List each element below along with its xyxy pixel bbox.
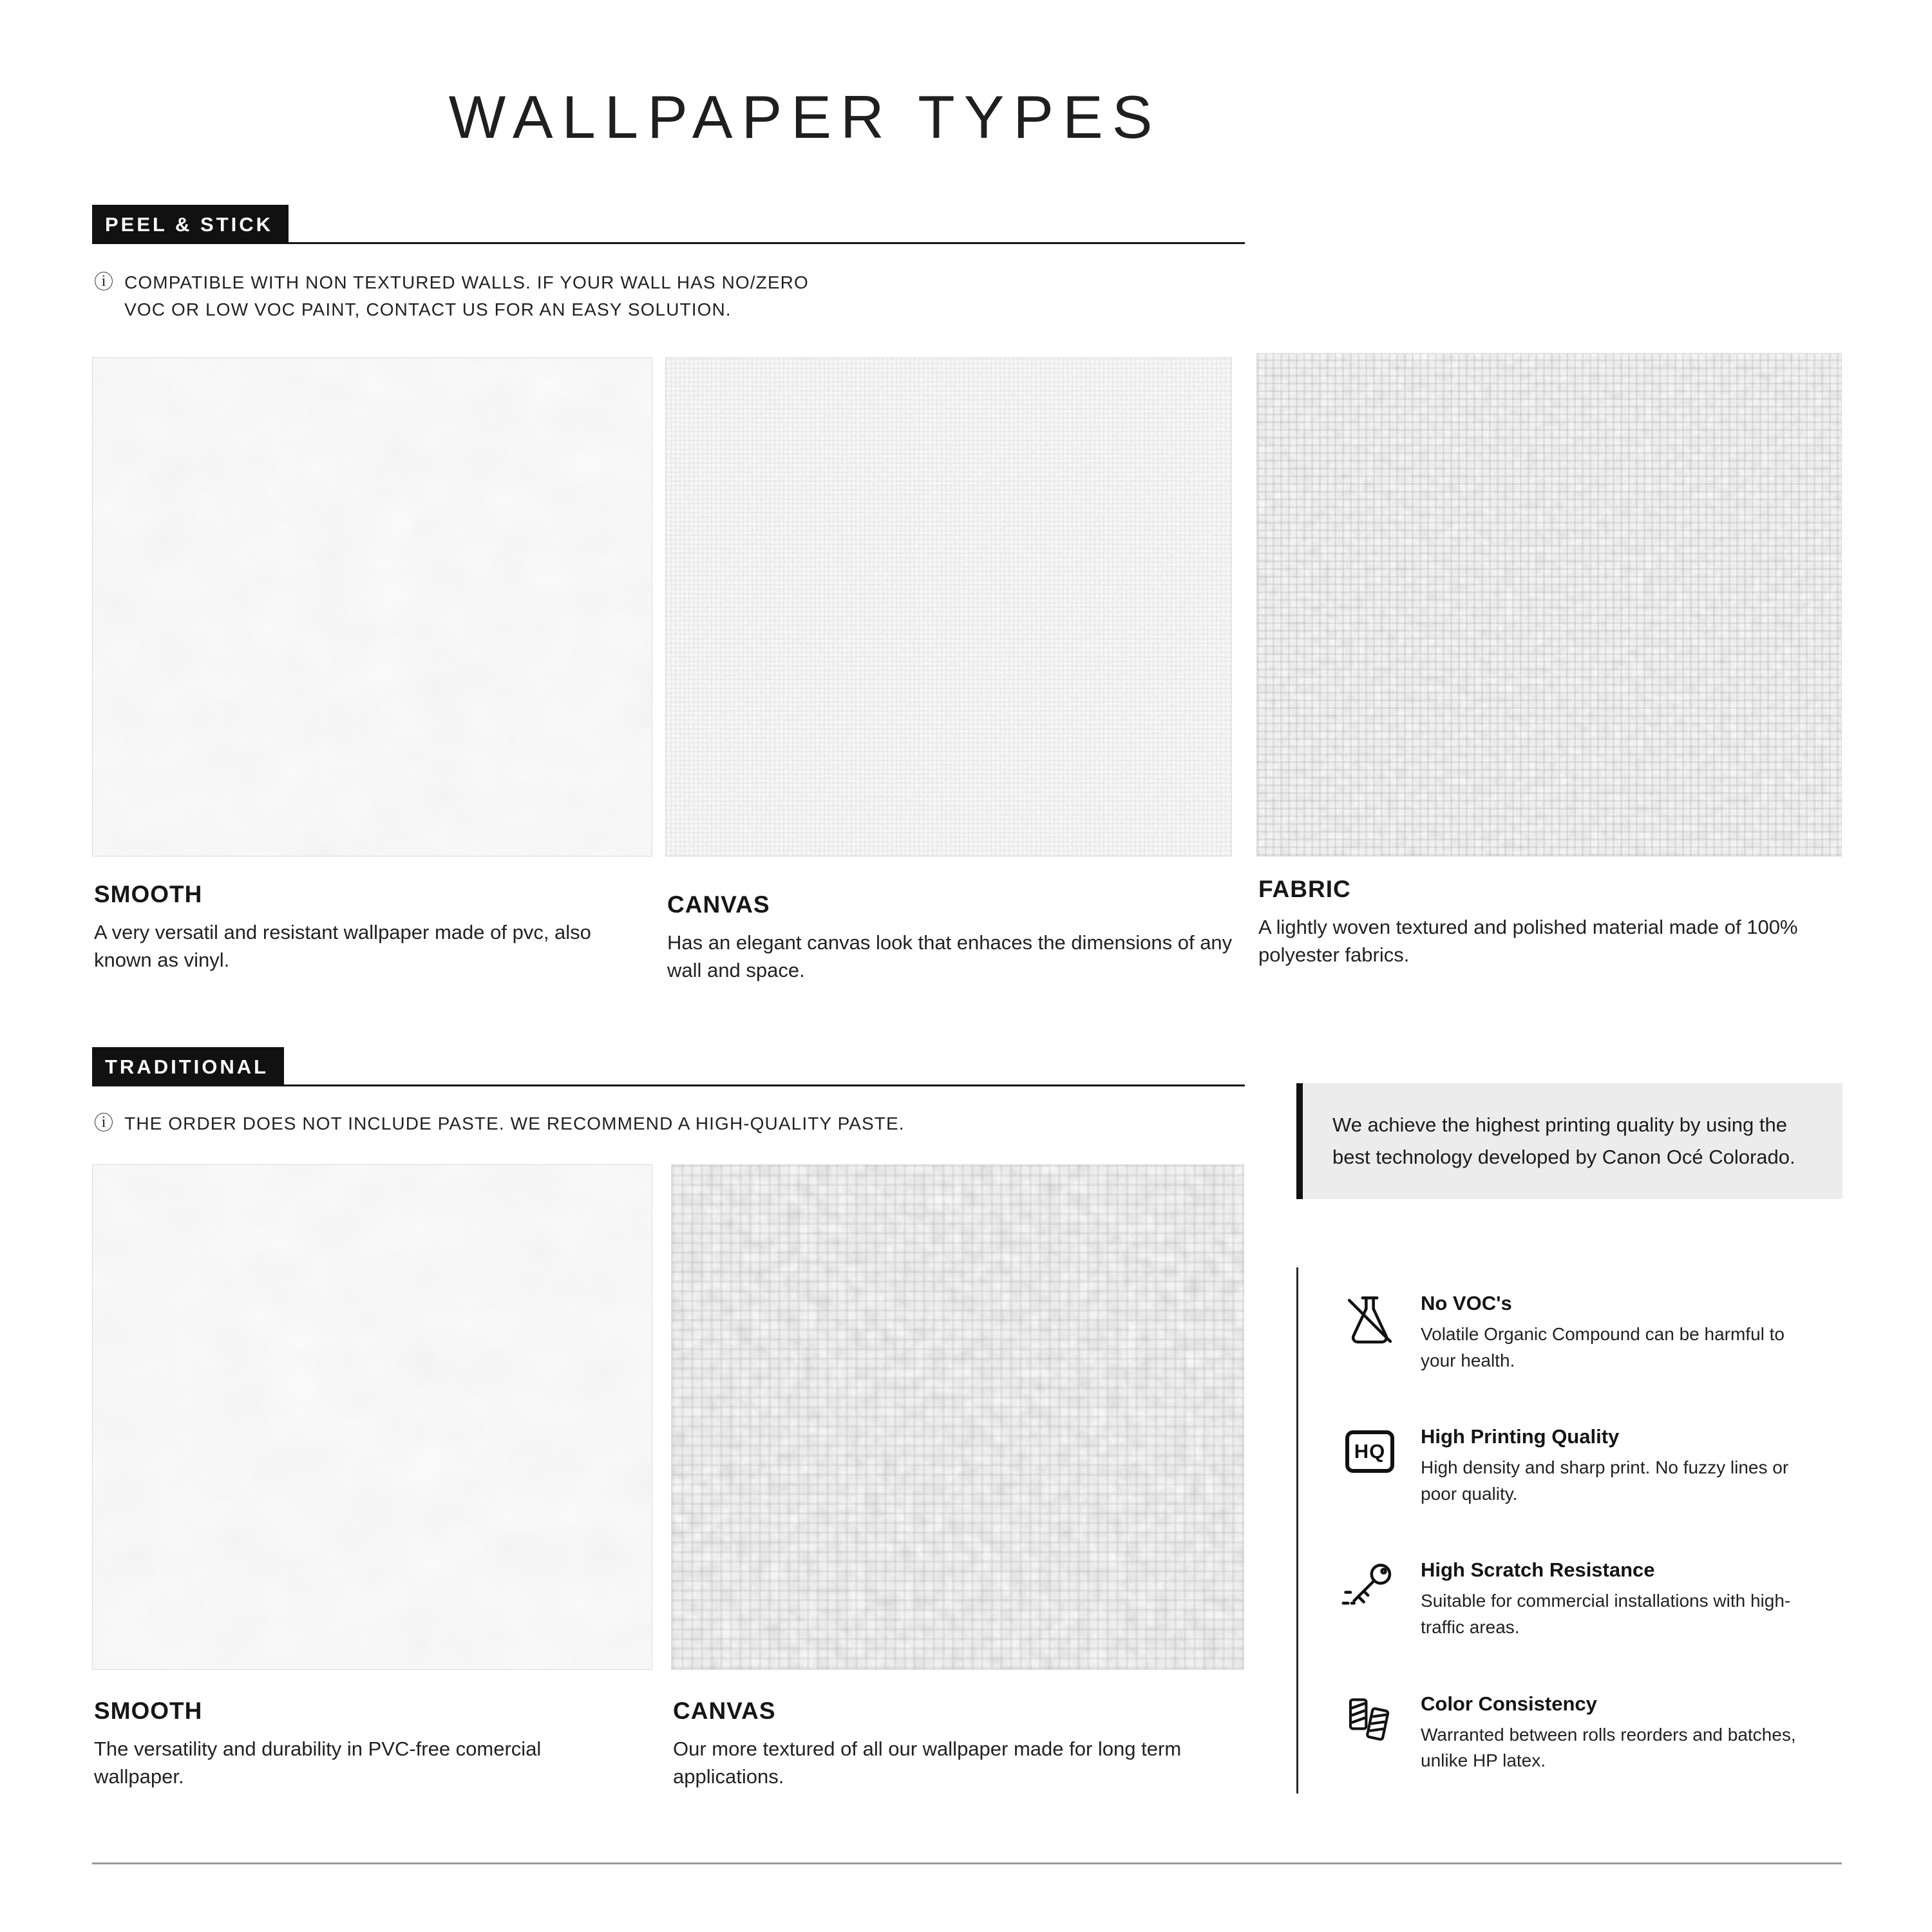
feature-text (1421, 1692, 1807, 1774)
feature-text (1421, 1425, 1807, 1507)
caption-peel-canvas (667, 891, 1253, 985)
swatch-name: SMOOTH (94, 881, 203, 907)
hq-icon (1340, 1425, 1400, 1486)
feature-description: High density and sharp print. No fuzzy lines or poor quality. (1421, 1457, 1789, 1504)
hq-badge: HQ (1345, 1430, 1394, 1473)
feature-text (1421, 1292, 1807, 1374)
no-voc-icon (1340, 1292, 1400, 1352)
swatch-peel-canvas (665, 357, 1232, 857)
feature-title: Color Consistency (1421, 1692, 1597, 1715)
page-title: WALLPAPER TYPES (448, 83, 1162, 151)
feature-description: Suitable for commercial installations with high-traffic areas. (1421, 1591, 1791, 1637)
feature-description: Volatile Organic Compound can be harmful to your health. (1421, 1324, 1785, 1370)
features-list (1296, 1267, 1857, 1794)
feature-no-voc (1340, 1292, 1857, 1374)
swatch-name: CANVAS (673, 1698, 776, 1724)
swatch-description: A very versatil and resistant wallpaper made of pvc, also known as vinyl. (94, 921, 591, 972)
section-rule (289, 242, 1245, 244)
traditional-paste-note (94, 1110, 905, 1137)
feature-color-consistency (1340, 1692, 1857, 1774)
swatch-name: CANVAS (667, 891, 770, 918)
canvas-texture-image (666, 358, 1231, 856)
peel-compatibility-note (94, 269, 809, 323)
smooth-texture-image (93, 358, 652, 856)
note-text: THE ORDER DOES NOT INCLUDE PASTE. WE RECOMMEND A HIGH-QUALITY PASTE. (124, 1113, 905, 1133)
section-rule (284, 1084, 1245, 1086)
feature-text (1421, 1558, 1807, 1640)
feature-description: Warranted between rolls reorders and batches, unlike HP latex. (1421, 1724, 1796, 1771)
feature-title: No VOC's (1421, 1292, 1512, 1314)
swatch-traditional-canvas (671, 1164, 1244, 1670)
feature-title: High Scratch Resistance (1421, 1558, 1655, 1582)
note-text (124, 269, 809, 323)
swatch-name: SMOOTH (94, 1698, 203, 1724)
caption-peel-smooth (94, 881, 635, 974)
printing-quality-callout: We achieve the highest printing quality by using the best technology developed by Canon Océ Colorado. (1296, 1083, 1842, 1199)
caption-traditional-smooth (94, 1698, 545, 1791)
caption-peel-fabric (1258, 876, 1851, 969)
swatch-name: FABRIC (1258, 876, 1351, 902)
swatch-description: Our more textured of all our wallpaper made for long term applications. (673, 1738, 1182, 1788)
smooth-texture-image (93, 1165, 652, 1669)
swatch-description: Has an elegant canvas look that enhaces the dimensions of any wall and space. (667, 931, 1233, 982)
info-icon: ⓘ (94, 272, 115, 293)
coarse-canvas-texture-image (672, 1165, 1244, 1669)
swatch-traditional-smooth (92, 1164, 652, 1670)
swatch-description: A lightly woven textured and polished material made of 100% polyester fabrics. (1258, 916, 1798, 967)
section-label-traditional: TRADITIONAL (92, 1047, 284, 1086)
swatch-description: The versatility and durability in PVC-free comercial wallpaper. (94, 1738, 542, 1788)
feature-scratch-resistance (1340, 1558, 1857, 1640)
caption-traditional-canvas (673, 1698, 1214, 1791)
section-label-peel-and-stick: PEEL & STICK (92, 205, 289, 244)
color-consistency-icon (1340, 1692, 1400, 1753)
note-line-2: VOC OR LOW VOC PAINT, CONTACT US FOR AN EASY SOLUTION. (124, 299, 732, 319)
swatch-peel-smooth (92, 357, 652, 857)
section-header-traditional (92, 1047, 1245, 1086)
feature-title: High Printing Quality (1421, 1425, 1620, 1448)
section-header-peel-and-stick (92, 205, 1245, 244)
scratch-resistance-icon (1340, 1558, 1400, 1619)
feature-high-printing-quality (1340, 1425, 1857, 1507)
info-icon: ⓘ (94, 1113, 115, 1134)
swatch-peel-fabric (1256, 353, 1842, 857)
bottom-divider (92, 1862, 1842, 1864)
fabric-texture-image (1257, 354, 1841, 856)
note-line-1: COMPATIBLE WITH NON TEXTURED WALLS. IF YOUR WALL HAS NO/ZERO (124, 272, 809, 292)
